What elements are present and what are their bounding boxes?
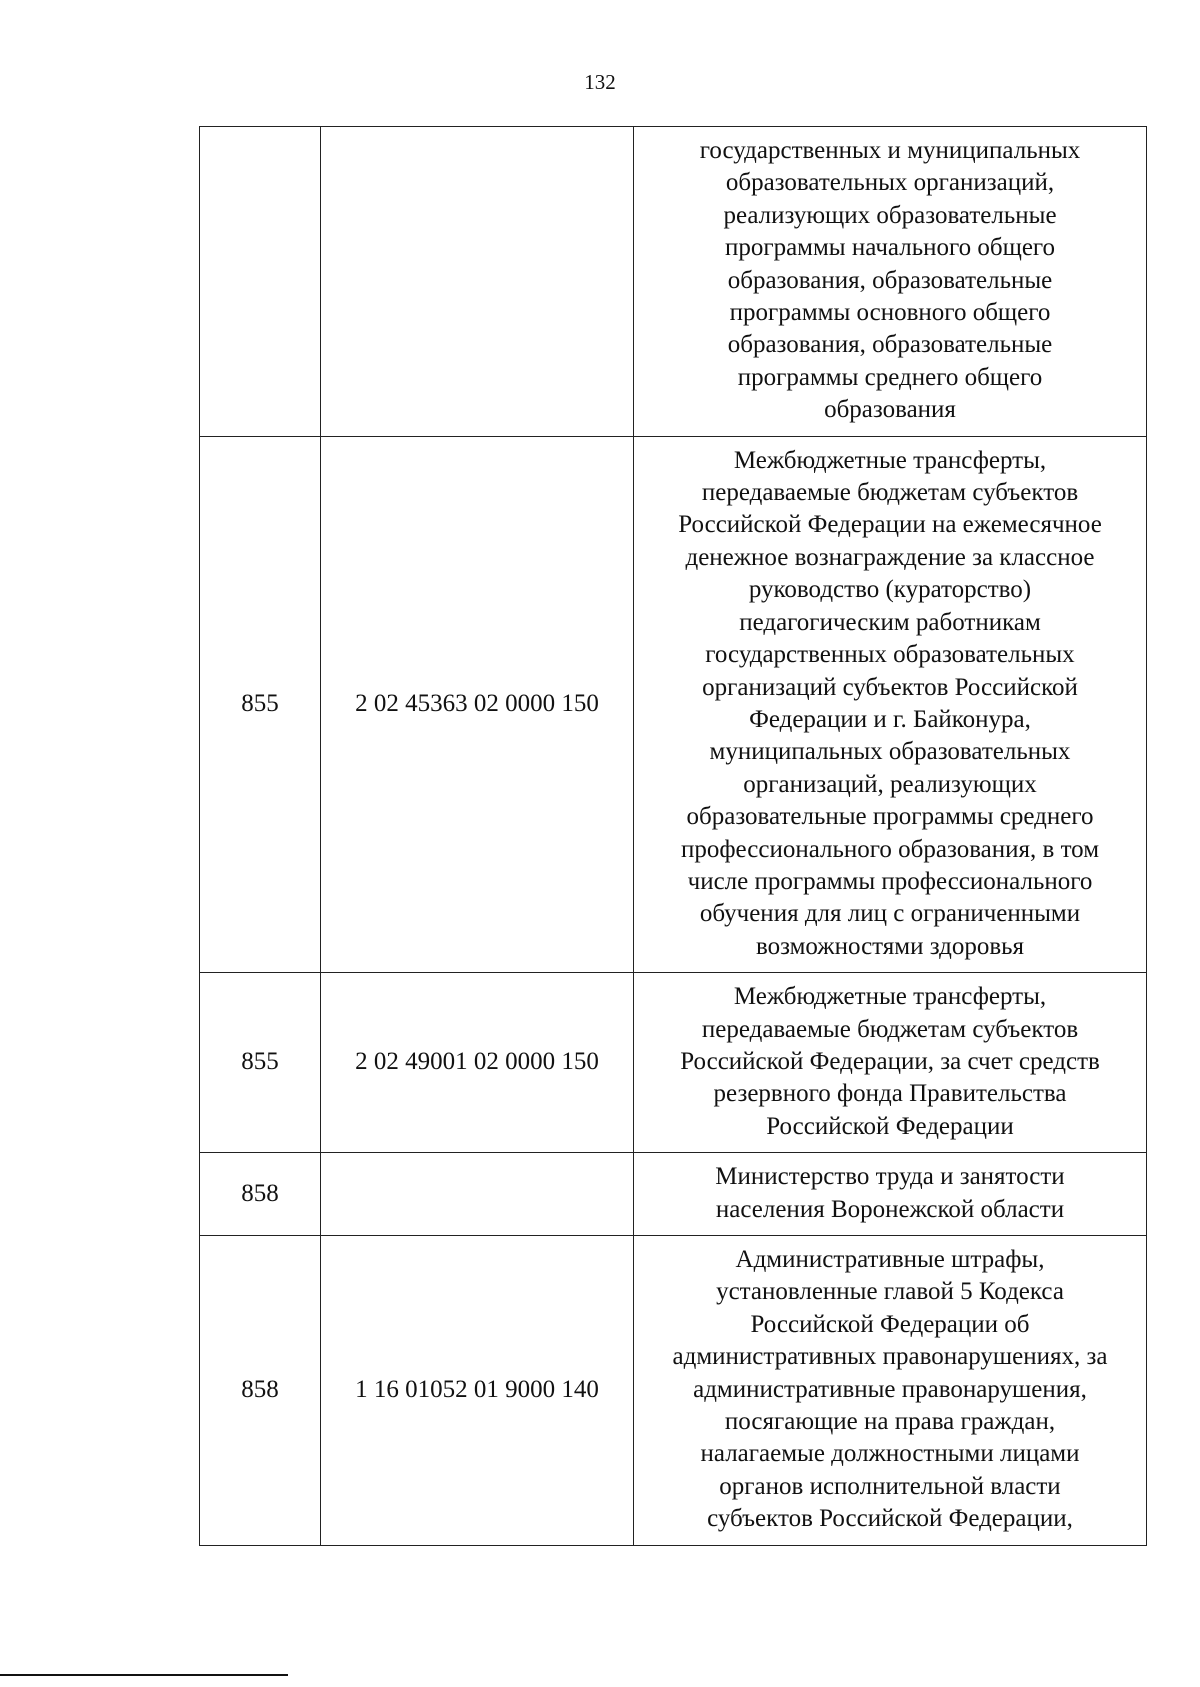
- income-name-line: образовательные программы среднего: [686, 803, 1094, 831]
- income-code-cell: 2 02 45363 02 0000 150: [321, 436, 634, 973]
- income-name-cell: [634, 1236, 1147, 1546]
- income-name-line: организаций, реализующих: [743, 770, 1037, 798]
- income-name-cell: [634, 973, 1147, 1153]
- income-code-cell: [321, 127, 634, 437]
- table-row: [200, 436, 1147, 973]
- income-name-cell: [634, 1153, 1147, 1236]
- income-name-line: профессионального образования, в том: [680, 835, 1100, 863]
- income-name-line: образования, образовательные: [727, 331, 1053, 359]
- income-name-line: населения Воронежской области: [715, 1195, 1065, 1223]
- income-name-line: обучения для лиц с ограниченными: [699, 900, 1081, 928]
- table-row: [200, 973, 1147, 1153]
- income-name-line: Министерство труда и занятости: [715, 1163, 1065, 1191]
- income-name-line: Межбюджетные трансферты,: [733, 446, 1047, 474]
- income-name-line: органов исполнительной власти: [719, 1472, 1061, 1500]
- income-name-line: возможностями здоровья: [755, 932, 1025, 960]
- income-name-line: Российской Федерации об: [750, 1310, 1030, 1338]
- income-name-line: педагогическим работникам: [739, 608, 1041, 636]
- income-name-line: государственных и муниципальных: [699, 137, 1081, 164]
- income-name-line: Административные штрафы,: [735, 1246, 1045, 1273]
- income-codes-table: [199, 126, 1147, 1546]
- admin-code-cell: [200, 127, 321, 437]
- income-name-line: образования: [824, 396, 956, 424]
- table-row: [200, 1153, 1147, 1236]
- page-number: 132: [584, 70, 616, 94]
- table-row: [200, 127, 1147, 437]
- income-name-line: образовательных организаций,: [725, 169, 1055, 197]
- table-row: [200, 1236, 1147, 1546]
- income-name-line: Российской Федерации на ежемесячное: [678, 511, 1102, 539]
- income-name-line: резервного фонда Правительства: [713, 1080, 1067, 1108]
- income-name-line: программы основного общего: [729, 299, 1051, 327]
- admin-code-cell: 855: [200, 973, 321, 1153]
- admin-code-cell: 858: [200, 1236, 321, 1546]
- admin-code-cell: 855: [200, 436, 321, 973]
- income-name-cell: [634, 127, 1147, 437]
- income-name-line: Межбюджетные трансферты,: [733, 983, 1047, 1011]
- income-name-line: образования, образовательные: [727, 266, 1053, 294]
- income-name-cell: [634, 436, 1147, 973]
- admin-code-cell: 858: [200, 1153, 321, 1236]
- income-name-line: Российской Федерации, за счет средств: [680, 1047, 1100, 1075]
- income-name-line: денежное вознаграждение за классное: [685, 543, 1095, 571]
- income-name-line: административных правонарушениях, за: [672, 1343, 1108, 1371]
- income-code-cell: 1 16 01052 01 9000 140: [321, 1236, 634, 1546]
- income-name-line: Федерации и г. Байконура,: [749, 705, 1031, 733]
- income-name-line: передаваемые бюджетам субъектов: [701, 1015, 1079, 1043]
- income-name-line: государственных образовательных: [705, 641, 1075, 669]
- footnote-separator: [0, 1674, 288, 1676]
- income-name-line: субъектов Российской Федерации,: [707, 1505, 1073, 1533]
- income-name-line: числе программы профессионального: [687, 867, 1093, 895]
- income-name-line: руководство (кураторство): [748, 576, 1032, 604]
- income-name-line: Российской Федерации: [766, 1112, 1014, 1140]
- income-code-cell: 2 02 49001 02 0000 150: [321, 973, 634, 1153]
- income-name-line: передаваемые бюджетам субъектов: [701, 479, 1079, 507]
- income-name-line: административные правонарушения,: [693, 1375, 1087, 1403]
- income-name-line: программы начального общего: [724, 234, 1056, 262]
- income-name-line: программы среднего общего: [737, 363, 1043, 391]
- income-name-line: организаций субъектов Российской: [702, 673, 1078, 701]
- income-code-cell: [321, 1153, 634, 1236]
- income-name-line: налагаемые должностными лицами: [700, 1440, 1080, 1468]
- income-name-line: посягающие на права граждан,: [724, 1408, 1056, 1436]
- income-name-line: установленные главой 5 Кодекса: [716, 1278, 1064, 1306]
- income-name-line: реализующих образовательные: [723, 201, 1057, 229]
- income-name-line: муниципальных образовательных: [709, 738, 1071, 766]
